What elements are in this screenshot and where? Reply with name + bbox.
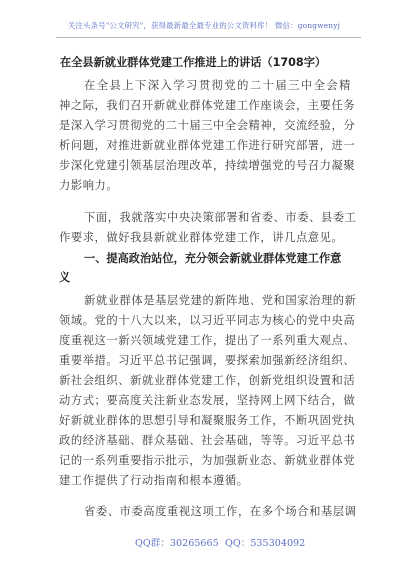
footer-qq-number: QQ：535304092 [225,538,306,549]
paragraph-3-line: 记的一系列重要指示批示，为加强新业态、新就业群体党 [59,454,356,467]
paragraph-1-line: 是深入学习贯彻党的二十届三中全会精神，交流经验，分 [59,119,356,132]
paragraph-3-line: 度重视这一新兴领域党建工作，提出了一系列重大观点、 [59,334,356,347]
header-banner: 关注头条号"公文研究"，获得最新最全最专业的公文资料库！ 微信：gongwenyj [67,21,341,30]
paragraph-3-line: 动方式；要高度关注新业态发展，坚持网上网下结合，做 [59,394,356,407]
paragraph-3-line: 建工作提供了行动指南和根本遵循。 [59,474,249,487]
paragraph-4-line: 省委、市委高度重视这项工作，在多个场合和基层调 [84,505,357,518]
paragraph-3-line: 好新就业群体的思想引导和凝聚服务工作，不断巩固党执 [59,414,356,427]
section-heading: 义 [59,271,71,284]
paragraph-1-line: 析问题，对推进新就业群体党建工作进行研究部署，进一 [59,139,356,152]
paragraph-2-line: 下面，我就落实中央决策部署和省委、市委、县委工 [84,211,357,224]
paragraph-3-line: 新就业群体是基层党建的新阵地、党和国家治理的新 [84,294,357,307]
paragraph-3-line: 政的经济基础、群众基础、社会基础，等等。习近平总书 [59,434,356,447]
paragraph-2-line: 作要求，做好我县新就业群体党建工作，讲几点意见。 [59,231,344,244]
document-title: 在全县新就业群体党建工作推进上的讲话（1708字） [60,56,327,69]
paragraph-1-line: 神之际，我们召开新就业群体党建工作座谈会，主要任务 [59,99,356,112]
paragraph-1-line: 力影响力。 [59,179,119,192]
paragraph-1-line: 步深化党建引领基层治理改革，持续增强党的号召力凝聚 [59,159,356,172]
header-divider [56,37,361,38]
paragraph-3-line: 新社会组织、新就业群体党建工作，创新党组织设置和活 [59,374,356,387]
paragraph-3-line: 领域。党的十八大以来，以习近平同志为核心的党中央高 [59,314,356,327]
section-heading: 一、提高政治站位，充分领会新就业群体党建工作意 [84,252,342,265]
paragraph-1-line: 在全县上下深入学习贯彻党的二十届三中全会精 [84,79,351,92]
paragraph-3-line: 重要举措。习近平总书记强调，要探索加强新经济组织、 [59,354,356,367]
footer-qq-group: QQ群：30265665 [135,538,219,549]
